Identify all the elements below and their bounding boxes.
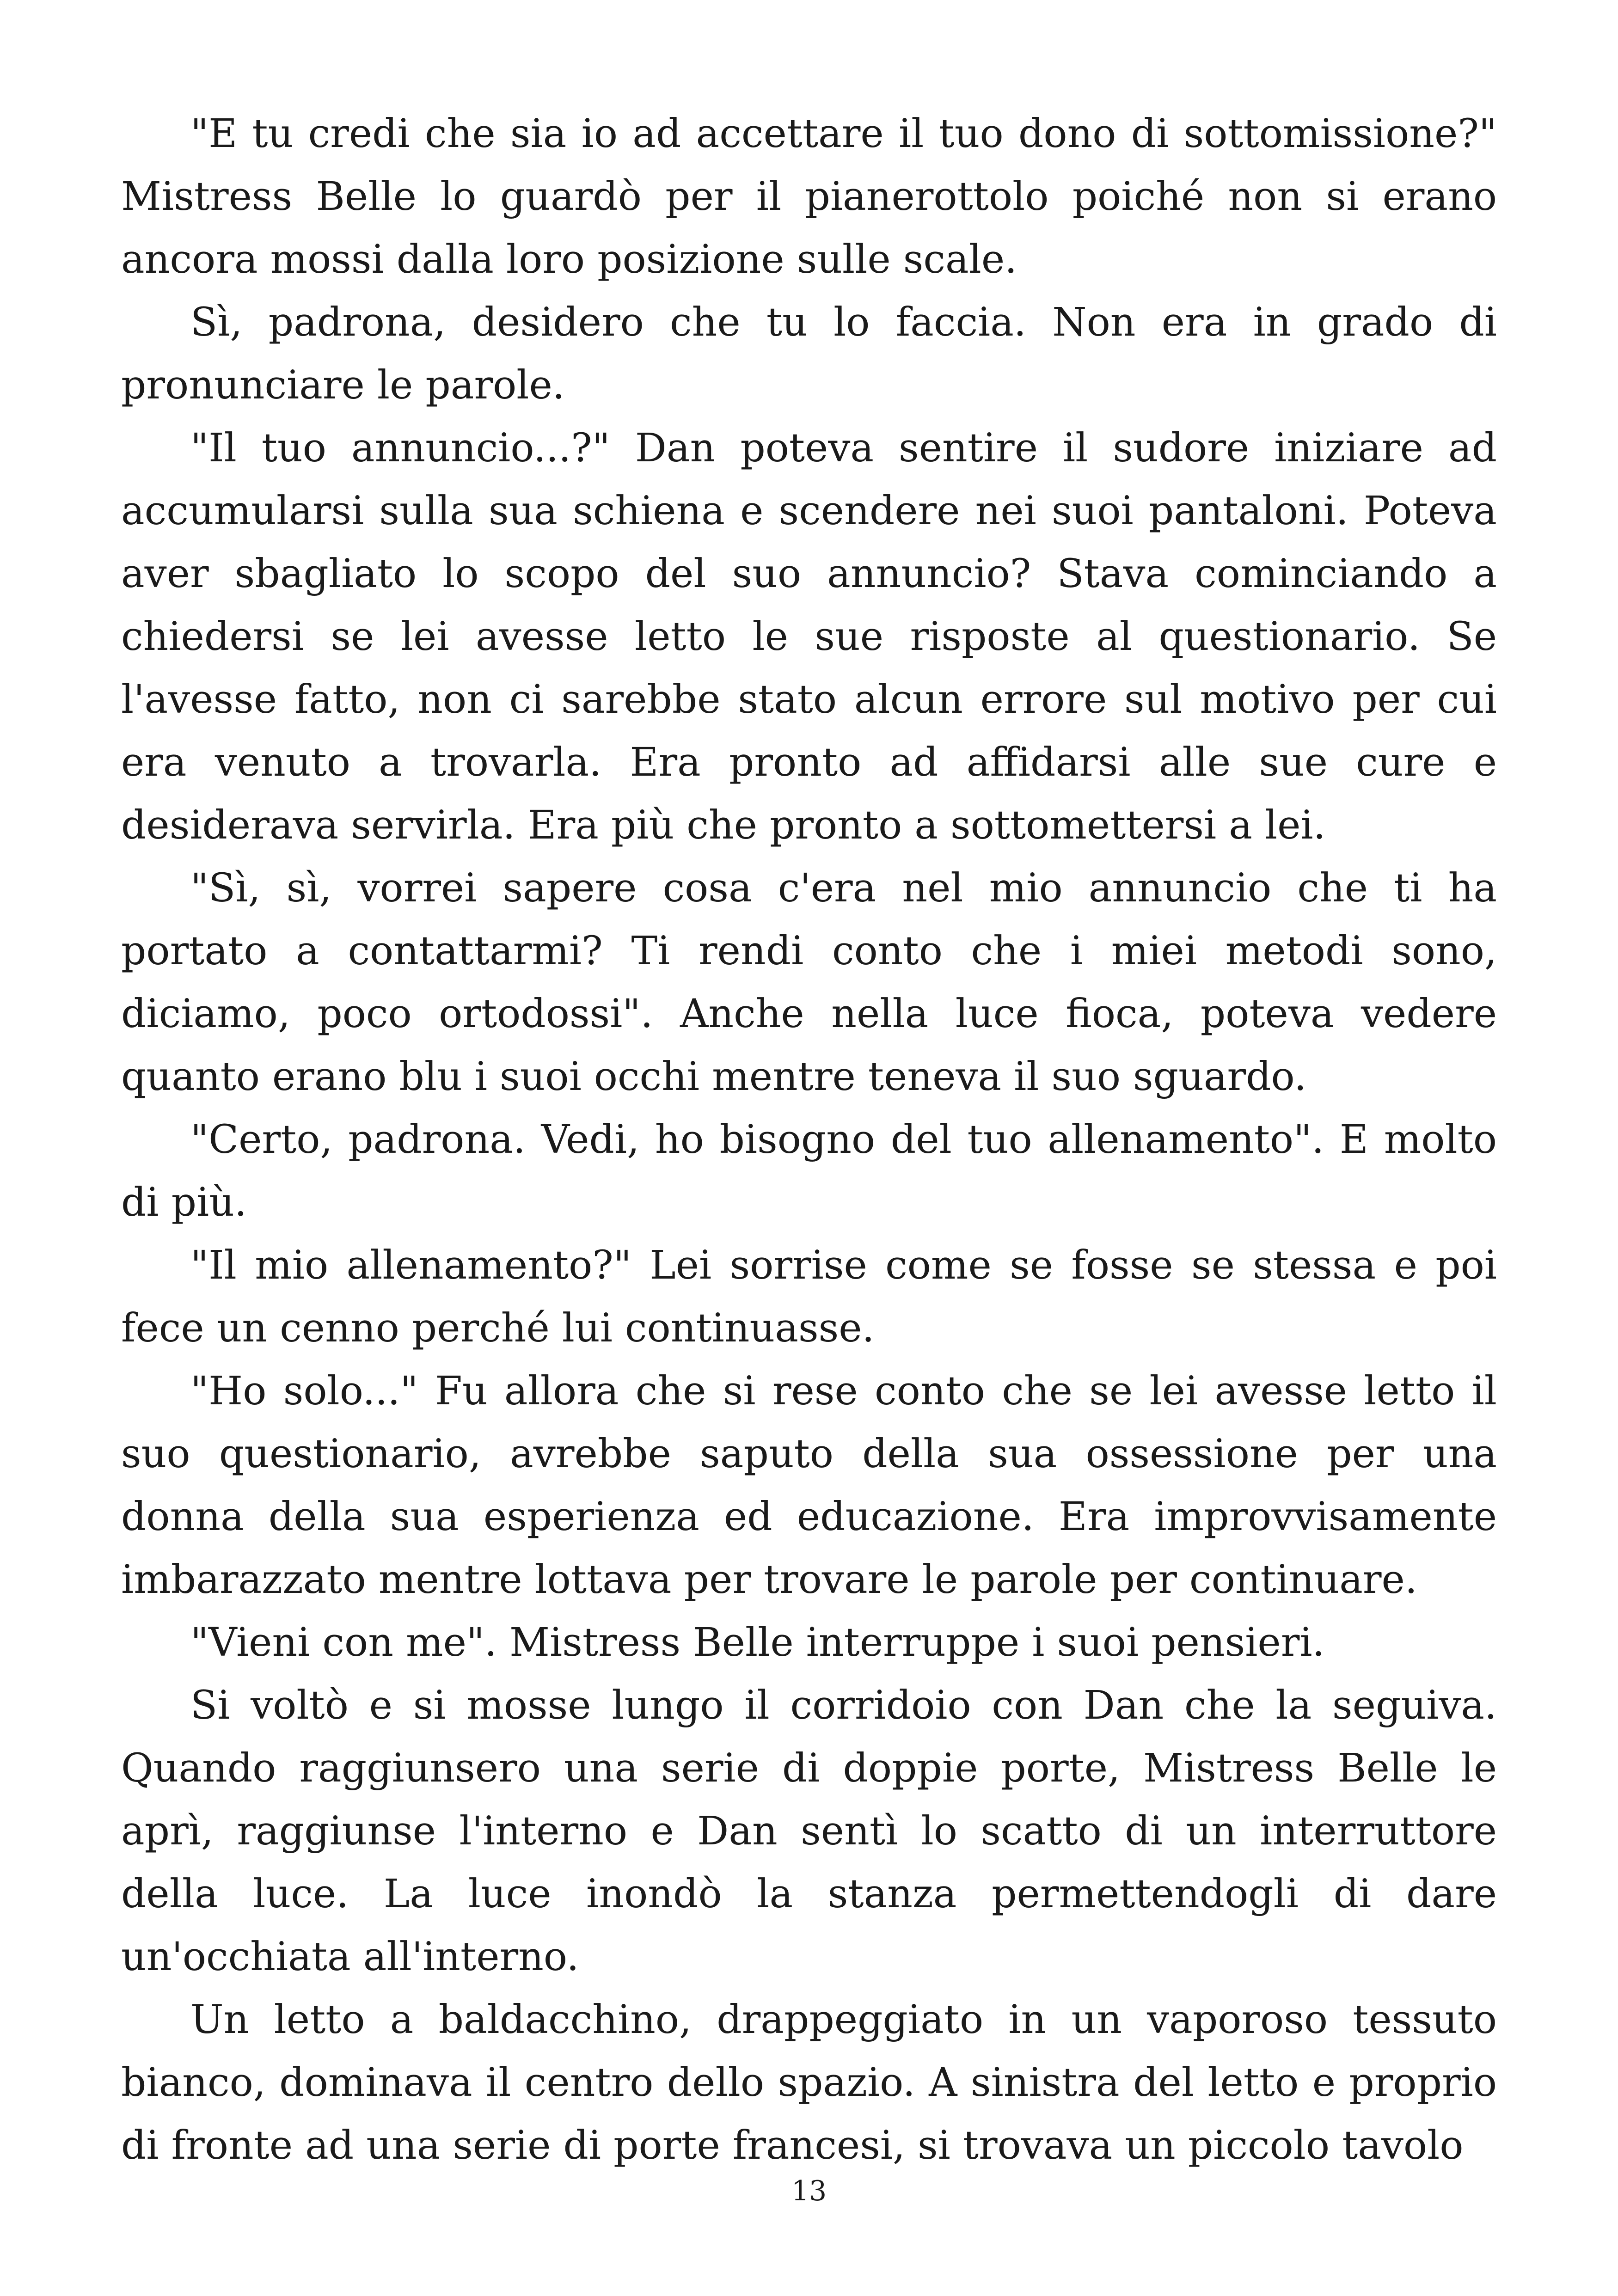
- paragraph: "E tu credi che sia io ad accettare il tuo dono di sottomissione?" Mistress Belle lo guardò per il pianerottolo poiché non si erano ancora mossi dalla loro posizione sulle scale.: [121, 111, 1497, 282]
- page-number: 13: [791, 2175, 827, 2207]
- paragraph: "Certo, padrona. Vedi, ho bisogno del tuo allenamento". E molto di più.: [121, 1117, 1497, 1225]
- paragraph: Si voltò e si mosse lungo il corridoio con Dan che la seguiva. Quando raggiunsero una serie di doppie porte, Mistress Belle le aprì, raggiunse l'interno e Dan sentì lo scatto di un interruttore della luce. La luce inondò la stanza permettendogli di dare un'occhiata all'interno.: [121, 1683, 1497, 1980]
- paragraph: "Vieni con me". Mistress Belle interruppe i suoi pensieri.: [190, 1620, 1325, 1665]
- page-body: [121, 103, 1497, 2177]
- paragraph: Un letto a baldacchino, drappeggiato in un vaporoso tessuto bianco, dominava il centro dello spazio. A sinistra del letto e proprio di fronte ad una serie di porte francesi, si trovava un piccolo tavolo: [121, 1997, 1497, 2168]
- paragraph: "Il tuo annuncio...?" Dan poteva sentire il sudore iniziare ad accumularsi sulla sua schiena e scendere nei suoi pantaloni. Poteva aver sbagliato lo scopo del suo annuncio? Stava cominciando a chiedersi se lei avesse letto le sue risposte al questionario. Se l'avesse fatto, non ci sarebbe stato alcun errore sul motivo per cui era venuto a trovarla. Era pronto ad affidarsi alle sue cure e desiderava servirla. Era più che pronto a sottomettersi a lei.: [121, 425, 1497, 848]
- paragraph: "Ho solo..." Fu allora che si rese conto che se lei avesse letto il suo questionario, avrebbe saputo della sua ossessione per una donna della sua esperienza ed educazione. Era improvvisamente imbarazzato mentre lottava per trovare le parole per continuare.: [121, 1368, 1497, 1603]
- paragraph: "Il mio allenamento?" Lei sorrise come se fosse se stessa e poi fece un cenno perché lui continuasse.: [121, 1243, 1497, 1351]
- paragraph: "Sì, sì, vorrei sapere cosa c'era nel mio annuncio che ti ha portato a contattarmi? Ti rendi conto che i miei metodi sono, diciamo, poco ortodossi". Anche nella luce fioca, poteva vedere quanto erano blu i suoi occhi mentre teneva il suo sguardo.: [121, 865, 1497, 1100]
- paragraph: Sì, padrona, desidero che tu lo faccia. Non era in grado di pronunciare le parole.: [121, 300, 1497, 408]
